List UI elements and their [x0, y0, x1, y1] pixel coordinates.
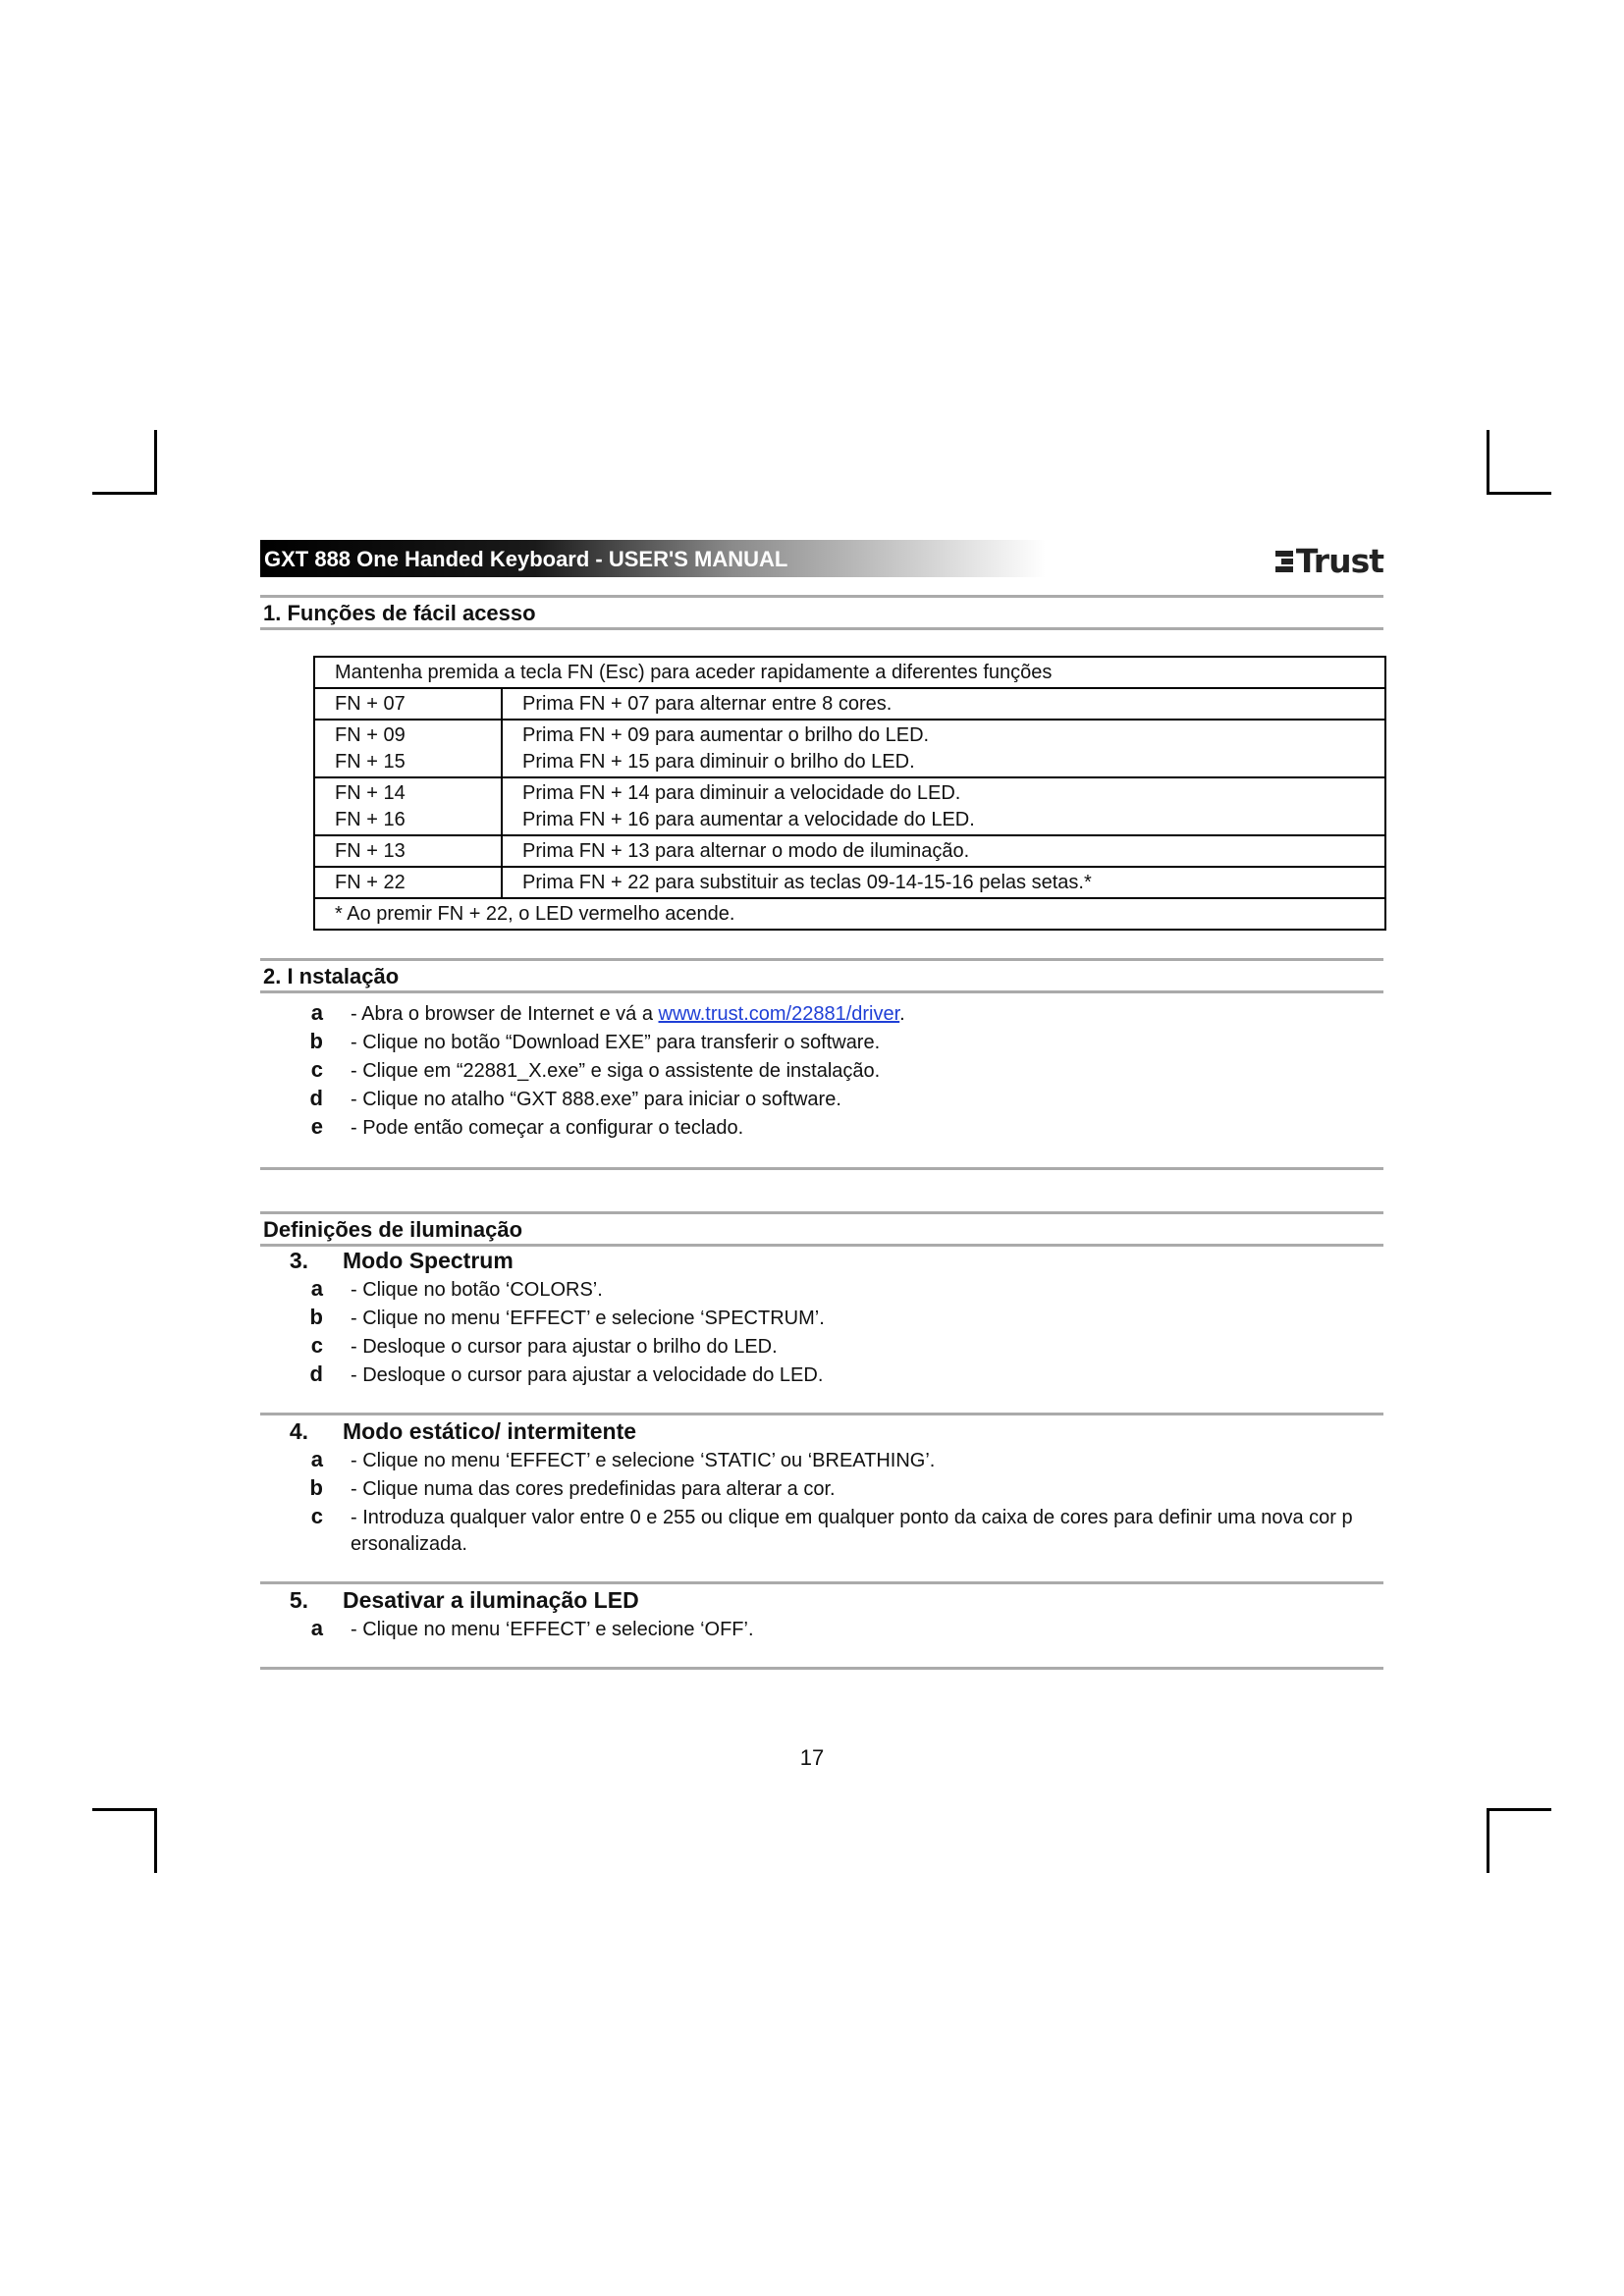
- manual-title: GXT 888 One Handed Keyboard - USER'S MANUAL: [264, 547, 788, 571]
- fn-table-row: [314, 688, 1385, 720]
- step-item: [260, 1275, 1383, 1304]
- step-item: [260, 1474, 1383, 1503]
- step-letter: c: [310, 1504, 323, 1528]
- step-item: [260, 1085, 1383, 1113]
- step-letter: a: [310, 1447, 323, 1471]
- step-text-prefix: - Abra o browser de Internet e vá a: [351, 1003, 659, 1025]
- fn-action-text: Prima FN + 15 para diminuir o brilho do LED.: [522, 751, 915, 773]
- step-letter: d: [309, 1362, 323, 1386]
- trust-logo-icon: [1275, 550, 1293, 573]
- step-text: - Pode então começar a configurar o teclado.: [351, 1117, 744, 1139]
- fn-table-row: [314, 835, 1385, 867]
- fn-key-combo: FN + 07: [335, 693, 406, 715]
- fn-key-combo: FN + 13: [335, 840, 406, 862]
- step-item: [260, 1056, 1383, 1085]
- step-letter: a: [310, 1276, 323, 1301]
- page-number: 17: [799, 1745, 825, 1770]
- lighting-mode-title: Desativar a iluminação LED: [343, 1587, 639, 1613]
- lighting-mode-title: Modo Spectrum: [343, 1248, 514, 1273]
- fn-table-row: [314, 867, 1385, 898]
- trust-logo: [1275, 542, 1383, 580]
- lighting-mode-heading: [260, 1417, 1383, 1446]
- fn-table-note: * Ao premir FN + 22, o LED vermelho acende.: [314, 898, 1385, 930]
- lighting-mode-number: 3.: [289, 1248, 308, 1273]
- fn-action-text: Prima FN + 07 para alternar entre 8 cores.: [522, 693, 893, 715]
- step-letter: b: [309, 1305, 323, 1329]
- fn-key-combo: FN + 14: [335, 782, 406, 804]
- step-item: [260, 1615, 1383, 1643]
- step-item: [260, 1503, 1383, 1558]
- step-text: - Clique no menu ‘EFFECT’ e selecione ‘SPECTRUM’.: [351, 1308, 825, 1329]
- lighting-mode-heading: [260, 1586, 1383, 1615]
- lighting-subsections: [260, 1247, 1383, 1670]
- fn-action-cell: [502, 835, 1385, 867]
- fn-key-cell: [314, 720, 502, 777]
- driver-download-link[interactable]: www.trust.com/22881/driver: [658, 1003, 900, 1025]
- trust-logo-text: Trust: [1295, 542, 1383, 580]
- fn-table-note-row: [314, 898, 1385, 930]
- step-text: - Desloque o cursor para ajustar o brilho do LED.: [351, 1336, 778, 1358]
- step-item: [260, 1028, 1383, 1056]
- step-text: - Clique em “22881_X.exe” e siga o assistente de instalação.: [351, 1060, 881, 1082]
- step-text: [351, 1001, 1383, 1028]
- lighting-mode-heading: [260, 1247, 1383, 1275]
- step-text: - Desloque o cursor para ajustar a velocidade do LED.: [351, 1364, 824, 1386]
- fn-action-text: Prima FN + 13 para alternar o modo de iluminação.: [522, 840, 970, 862]
- fn-action-text: Prima FN + 16 para aumentar a velocidade do LED.: [522, 809, 975, 830]
- step-letter: d: [309, 1086, 323, 1110]
- fn-key-cell: [314, 835, 502, 867]
- step-letter: b: [309, 1475, 323, 1500]
- step-text: - Clique no menu ‘EFFECT’ e selecione ‘STATIC’ ou ‘BREATHING’.: [351, 1450, 936, 1471]
- step-letter: c: [310, 1333, 323, 1358]
- step-text: - Clique no atalho “GXT 888.exe” para iniciar o software.: [351, 1089, 841, 1110]
- step-text: - Clique numa das cores predefinidas para alterar a cor.: [351, 1478, 836, 1500]
- step-item: [260, 1332, 1383, 1361]
- fn-key-combo: FN + 16: [335, 809, 406, 830]
- fn-key-cell: [314, 688, 502, 720]
- fn-key-cell: [314, 867, 502, 898]
- step-letter: e: [310, 1114, 323, 1139]
- step-letter: b: [309, 1029, 323, 1053]
- lighting-mode-number: 4.: [289, 1418, 308, 1444]
- fn-action-cell: [502, 777, 1385, 835]
- fn-key-cell: [314, 777, 502, 835]
- fn-table-row: [314, 777, 1385, 835]
- lighting-mode-title: Modo estático/ intermitente: [343, 1418, 637, 1444]
- fn-shortcuts-table: [313, 656, 1386, 931]
- installation-steps: [260, 999, 1383, 1142]
- step-item: [260, 1304, 1383, 1332]
- step-text-suffix: .: [899, 1003, 905, 1025]
- step-text: - Introduza qualquer valor entre 0 e 255 ou clique em qualquer ponto da caixa de cores para definir uma nova cor p ersonalizada.: [351, 1507, 1353, 1555]
- step-text: - Clique no botão ‘COLORS’.: [351, 1279, 603, 1301]
- section-heading-lighting: Definições de iluminação: [260, 1211, 1383, 1247]
- fn-action-text: Prima FN + 22 para substituir as teclas 09-14-15-16 pelas setas.*: [522, 872, 1092, 893]
- step-letter: c: [310, 1057, 323, 1082]
- step-item: [260, 1361, 1383, 1389]
- step-text: - Clique no botão “Download EXE” para transferir o software.: [351, 1032, 881, 1053]
- step-text: - Clique no menu ‘EFFECT’ e selecione ‘OFF’.: [351, 1619, 754, 1640]
- fn-action-cell: [502, 867, 1385, 898]
- fn-table-intro: Mantenha premida a tecla FN (Esc) para aceder rapidamente a diferentes funções: [314, 657, 1385, 688]
- section-heading-quick-access: 1. Funções de fácil acesso: [260, 595, 1383, 630]
- fn-action-text: Prima FN + 09 para aumentar o brilho do LED.: [522, 724, 930, 746]
- lighting-mode-number: 5.: [289, 1587, 308, 1613]
- section-heading-installation: 2. I nstalação: [260, 958, 1383, 993]
- header-banner: [260, 540, 1383, 580]
- step-letter: a: [310, 1616, 323, 1640]
- step-item: [260, 1446, 1383, 1474]
- fn-table-intro-row: [314, 657, 1385, 688]
- fn-key-combo: FN + 22: [335, 872, 406, 893]
- manual-page: [260, 540, 1383, 1670]
- step-letter: a: [310, 1000, 323, 1025]
- fn-key-combo: FN + 09: [335, 724, 406, 746]
- fn-table-row: [314, 720, 1385, 777]
- step-item: [260, 999, 1383, 1028]
- fn-key-combo: FN + 15: [335, 751, 406, 773]
- fn-action-cell: [502, 720, 1385, 777]
- step-item: [260, 1113, 1383, 1142]
- fn-action-cell: [502, 688, 1385, 720]
- fn-action-text: Prima FN + 14 para diminuir a velocidade do LED.: [522, 782, 961, 804]
- divider: [260, 1667, 1383, 1670]
